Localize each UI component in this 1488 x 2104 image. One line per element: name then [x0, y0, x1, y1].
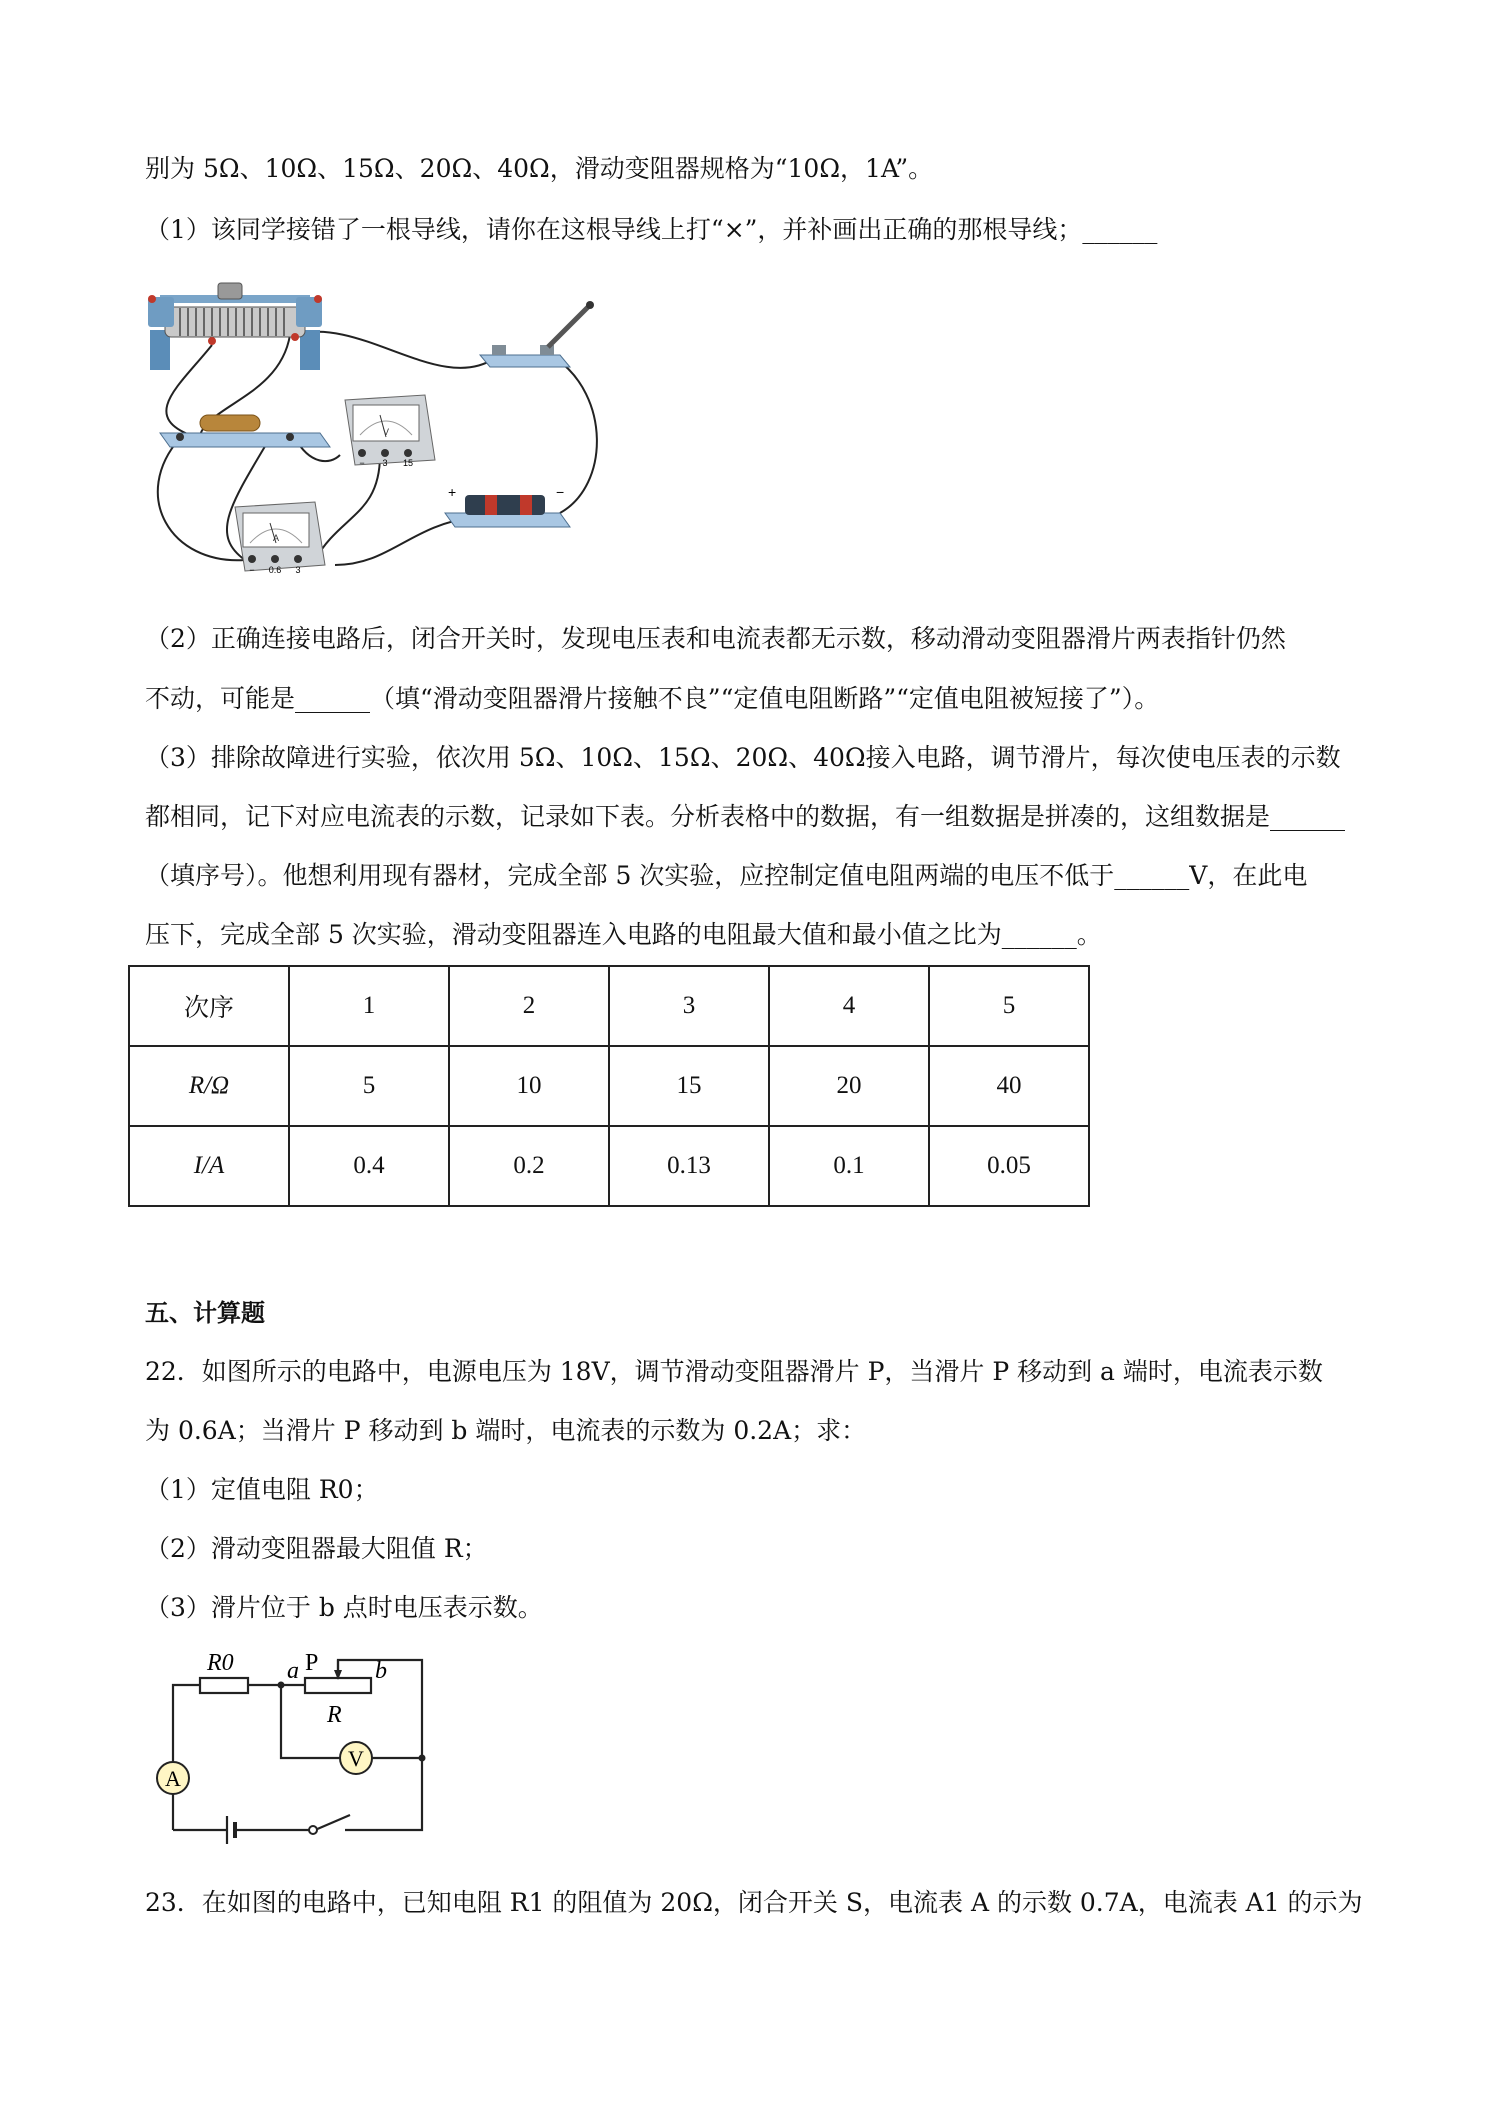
- table-cell: 0.13: [609, 1126, 769, 1206]
- q23-text-1: 23．在如图的电路中，已知电阻 R1 的阻值为 20Ω，闭合开关 S，电流表 A 的示数 0.7A，电流表 A1 的示为: [145, 1888, 1363, 1917]
- circuit-diagram: [145, 1640, 445, 1850]
- wire-voltmeter-ammeter-2: [315, 455, 380, 560]
- ammeter-label: A: [165, 1766, 181, 1791]
- q22-text-1: 22．如图所示的电路中，电源电压为 18V，调节滑动变阻器滑片 P，当滑片 P 移动到 a 端时，电流表示数: [145, 1357, 1323, 1386]
- battery-box: [445, 484, 570, 527]
- table-row: [129, 1046, 1089, 1126]
- section-title: 五、计算题: [145, 1299, 265, 1327]
- q21-part1-text: （1）该同学接错了一根导线，请你在这根导线上打“×”，并补画出正确的那根导线；______: [145, 215, 1158, 244]
- q22-part2: （2）滑动变阻器最大阻值 R；: [145, 1534, 488, 1563]
- q22-part3: （3）滑片位于 b 点时电压表示数。: [145, 1593, 543, 1622]
- table-cell: 20: [769, 1046, 929, 1126]
- q21-part3-text-2: 都相同，记下对应电流表的示数，记录如下表。分析表格中的数据，有一组数据是拼凑的，这组数据是______: [145, 802, 1346, 831]
- r-label: R: [327, 1702, 342, 1728]
- table-cell: 5: [289, 1046, 449, 1126]
- ammeter-terminal-3: 3: [295, 565, 301, 575]
- battery-minus-label: −: [556, 484, 565, 500]
- experiment-apparatus-figure: [140, 275, 630, 595]
- table-cell: 次序: [129, 966, 289, 1046]
- voltmeter-terminal-15: 15: [402, 458, 414, 468]
- table-cell: 0.1: [769, 1126, 929, 1206]
- q21-part3-text-3: （填序号）。他想利用现有器材，完成全部 5 次实验，应控制定值电阻两端的电压不低于______V，在此电: [145, 861, 1308, 890]
- q22-part1: （1）定值电阻 R0；: [145, 1475, 379, 1504]
- table-cell: 10: [449, 1046, 609, 1126]
- table-cell: R/Ω: [129, 1046, 289, 1126]
- table-cell: 15: [609, 1046, 769, 1126]
- ammeter-terminal-06: 0.6: [268, 565, 282, 575]
- knife-switch: [480, 301, 594, 367]
- voltmeter: [345, 395, 435, 468]
- wire-resistor-ammeter: [158, 438, 245, 560]
- table-cell: 0.2: [449, 1126, 609, 1206]
- table-cell: I/A: [129, 1126, 289, 1206]
- table-row: [129, 966, 1089, 1046]
- table-cell: 4: [769, 966, 929, 1046]
- q21-text-line-1: 别为 5Ω、10Ω、15Ω、20Ω、40Ω，滑动变阻器规格为“10Ω，1A”。: [145, 154, 934, 183]
- battery-plus-label: +: [448, 484, 457, 500]
- wire-rheostat-switch: [295, 332, 495, 368]
- table-cell: 1: [289, 966, 449, 1046]
- q21-part3-text-1: （3）排除故障进行实验，依次用 5Ω、10Ω、15Ω、20Ω、40Ω接入电路，调节滑片，每次使电压表的示数: [145, 743, 1341, 772]
- fixed-resistor: [160, 415, 330, 447]
- p-label: P: [305, 1650, 319, 1676]
- table-row: [129, 1126, 1089, 1206]
- ammeter-terminal-minus: −: [249, 565, 255, 575]
- table-cell: 3: [609, 966, 769, 1046]
- table-cell: 5: [929, 966, 1089, 1046]
- resistor-r0: [200, 1678, 248, 1693]
- voltmeter-terminal-minus: −: [359, 458, 365, 468]
- table-cell: 2: [449, 966, 609, 1046]
- q21-part2-text-1: （2）正确连接电路后，闭合开关时，发现电压表和电流表都无示数，移动滑动变阻器滑片两表指针仍然: [145, 624, 1286, 653]
- rheostat-r: [305, 1678, 371, 1693]
- ammeter-dial-letter: A: [272, 533, 280, 543]
- table-cell: 0.05: [929, 1126, 1089, 1206]
- q21-part2-text-2: 不动，可能是______（填“滑动变阻器滑片接触不良”“定值电阻断路”“定值电阻被短接了”）。: [145, 684, 1160, 713]
- a-label: a: [287, 1658, 299, 1684]
- q22-text-2: 为 0.6A；当滑片 P 移动到 b 端时，电流表的示数为 0.2A；求：: [145, 1416, 867, 1445]
- table-cell: 40: [929, 1046, 1089, 1126]
- voltmeter-terminal-3: 3: [382, 458, 388, 468]
- q21-part3-text-4: 压下，完成全部 5 次实验，滑动变阻器连入电路的电阻最大值和最小值之比为______。: [145, 920, 1102, 949]
- b-label: b: [375, 1658, 387, 1684]
- voltmeter-label: V: [348, 1746, 364, 1771]
- voltmeter-dial-letter: V: [382, 427, 390, 437]
- ammeter: [235, 502, 325, 575]
- table-cell: 0.4: [289, 1126, 449, 1206]
- data-table: [128, 965, 1090, 1207]
- rheostat: [148, 283, 322, 370]
- r0-label: R0: [207, 1650, 234, 1676]
